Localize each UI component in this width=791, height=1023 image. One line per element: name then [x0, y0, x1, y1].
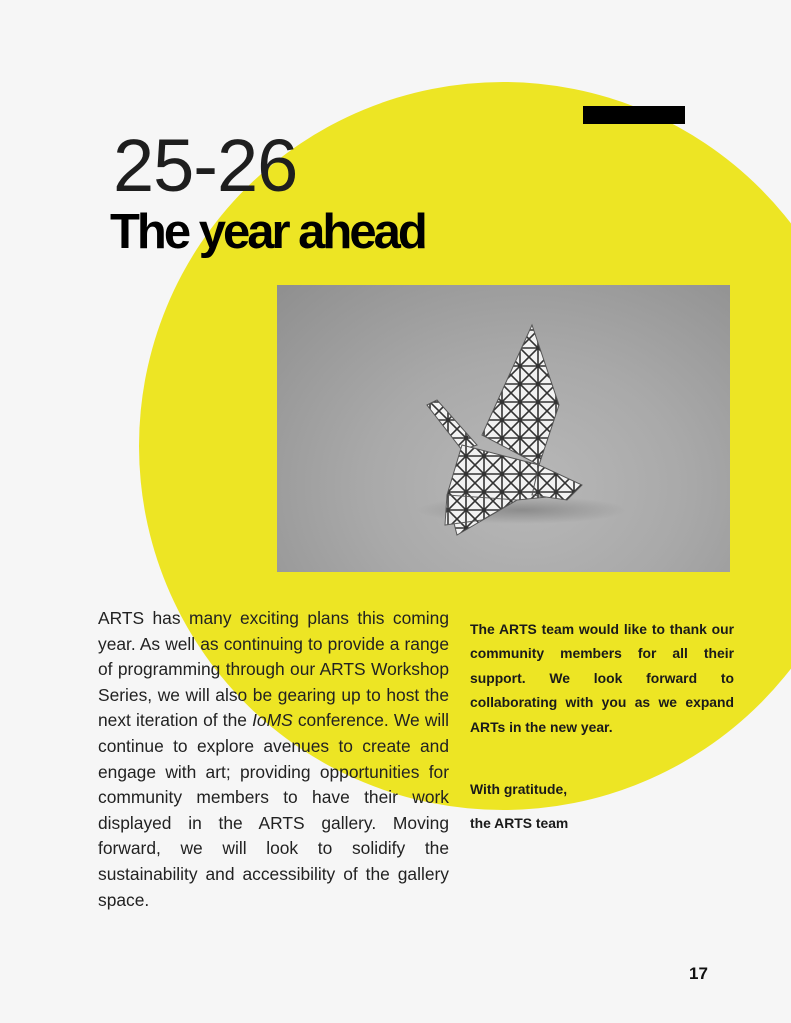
body-text-part-1: ARTS has many exciting plans this coming year. As well as continuing to provide a range of programming through our ARTS Workshop Series, we will also be gearing up to host the next iteration of the — [98, 608, 449, 731]
origami-crane-image — [277, 285, 730, 572]
year-heading: 25-26 — [113, 124, 298, 207]
ioms-emphasis: IoMS — [252, 710, 293, 731]
body-paragraph — [98, 606, 449, 913]
page-number: 17 — [689, 964, 708, 983]
origami-crane-photo — [277, 285, 730, 572]
thanks-paragraph: The ARTS team would like to thank our community members for all their support. We look forward to collaborating with you as we expand ARTs in the new year. — [470, 621, 734, 735]
closing-line: With gratitude, — [470, 781, 568, 797]
signature-line: the ARTS team — [470, 815, 569, 831]
signoff-block — [470, 772, 568, 840]
page-title: The year ahead — [110, 205, 425, 259]
black-bar-decoration — [583, 106, 685, 124]
body-text-part-2: conference. We will continue to explore avenues to create and engage with art; providing opportunities for community members to have their work displayed in the ARTS gallery. Moving forward, we will look to solidify the sustainability and accessibility of the gallery space. — [98, 710, 449, 910]
